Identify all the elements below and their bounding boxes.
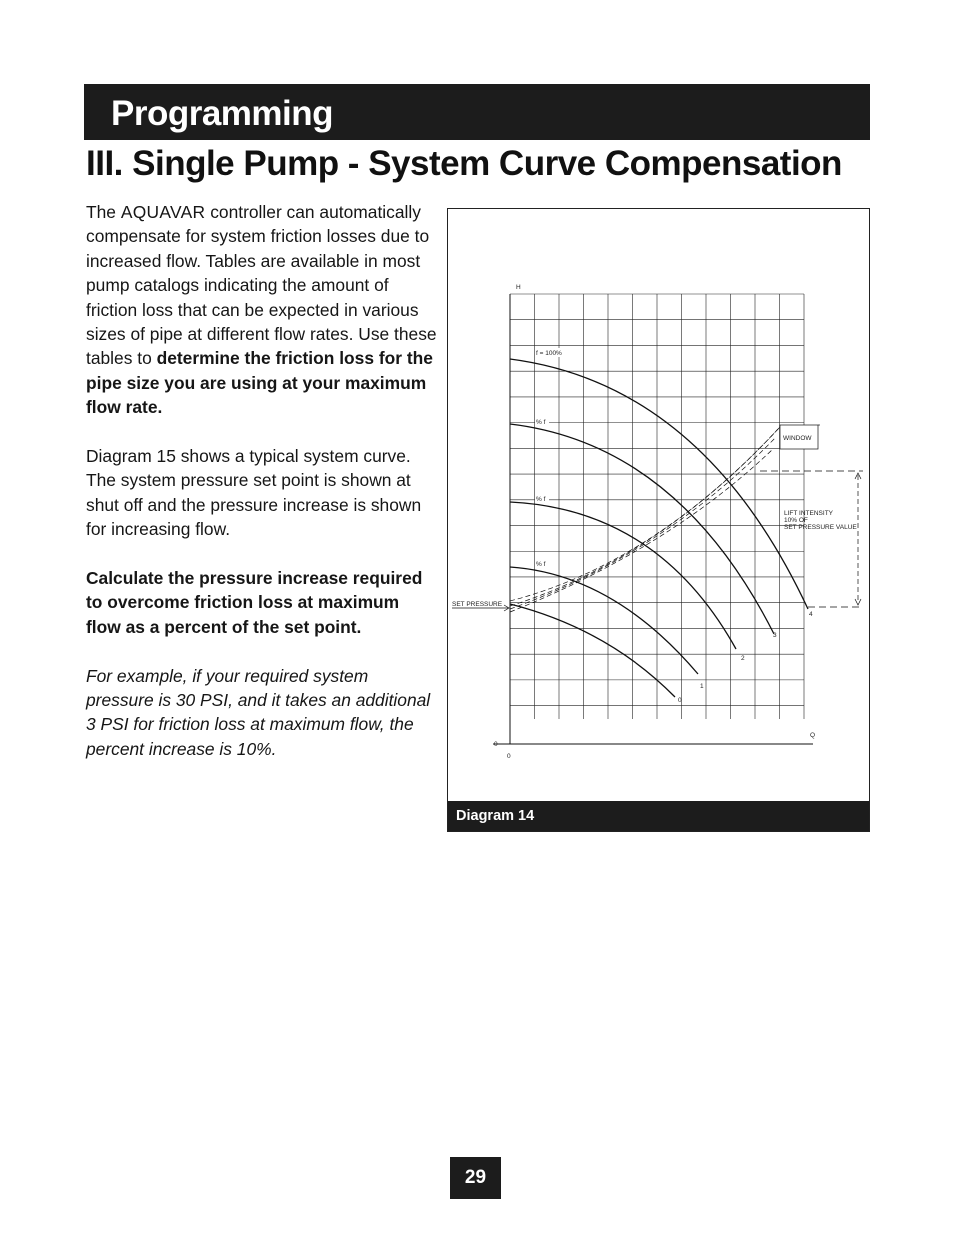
diagram-caption: Diagram 14 bbox=[456, 808, 535, 824]
curve-label-100: f = 100% bbox=[536, 350, 562, 357]
system-curve-1 bbox=[510, 429, 778, 606]
diagram-grid bbox=[510, 294, 804, 719]
point-label-2: 2 bbox=[741, 655, 745, 662]
curve-label-b: % f bbox=[536, 496, 546, 503]
point-label-0: 0 bbox=[678, 697, 682, 704]
brand-name: AQUAVAR bbox=[120, 202, 206, 222]
lift-label-line2: 10% OF bbox=[784, 517, 808, 524]
point-label-3: 3 bbox=[773, 632, 777, 639]
y-origin-label: 0 bbox=[494, 741, 498, 748]
system-curve-2 bbox=[510, 437, 776, 609]
x-origin-label: 0 bbox=[507, 753, 511, 760]
pump-curve-b bbox=[510, 502, 736, 649]
set-pressure-label: SET PRESSURE bbox=[452, 601, 503, 608]
window-label: WINDOW bbox=[783, 435, 812, 442]
curve-label-c: % f bbox=[536, 561, 546, 568]
y-axis-label: H bbox=[516, 284, 521, 291]
lift-label-line1: LIFT INTENSITY bbox=[784, 510, 833, 517]
section-header-bar bbox=[84, 84, 870, 140]
intro-lead: The bbox=[86, 202, 121, 222]
curve-label-a: % f bbox=[536, 419, 546, 426]
paragraph-intro bbox=[86, 200, 438, 420]
paragraph-calculate: Calculate the pressure increase required to overcome friction loss at maximum flow as a percent of the set point. bbox=[86, 568, 423, 637]
section-header-title: Programming bbox=[111, 94, 334, 133]
lift-label-line3: SET PRESSURE VALUE bbox=[784, 524, 857, 531]
point-label-4: 4 bbox=[809, 611, 813, 618]
pump-curve-c bbox=[510, 567, 698, 674]
page-number: 29 bbox=[450, 1157, 501, 1199]
intro-bold: determine the friction loss for the pipe size you are using at your maximum flow rate. bbox=[86, 348, 433, 418]
intro-text: controller can automatically compensate for system friction losses due to increased flow. Tables are available in most pump catalogs indicating the amount of friction loss that can be expected in various sizes of pipe at different flow rates. Use these tables to bbox=[86, 202, 437, 369]
x-axis-label: Q bbox=[810, 732, 816, 739]
paragraph-system-curve: Diagram 15 shows a typical system curve. The system pressure set point is shown at shut off and the pressure increase is shown for increasing flow. bbox=[86, 446, 422, 540]
page-title: III. Single Pump - System Curve Compensation bbox=[86, 144, 842, 183]
body-text bbox=[86, 200, 438, 786]
point-label-1: 1 bbox=[700, 683, 704, 690]
diagram-frame bbox=[447, 208, 870, 832]
pump-curve-100 bbox=[510, 359, 808, 609]
system-curve-diagram bbox=[448, 209, 869, 831]
paragraph-example: For example, if your required system pressure is 30 PSI, and it takes an additional 3 PSI for friction loss at maximum flow, the percent increase is 10%. bbox=[86, 665, 431, 759]
diagram-caption-bar bbox=[448, 801, 869, 831]
